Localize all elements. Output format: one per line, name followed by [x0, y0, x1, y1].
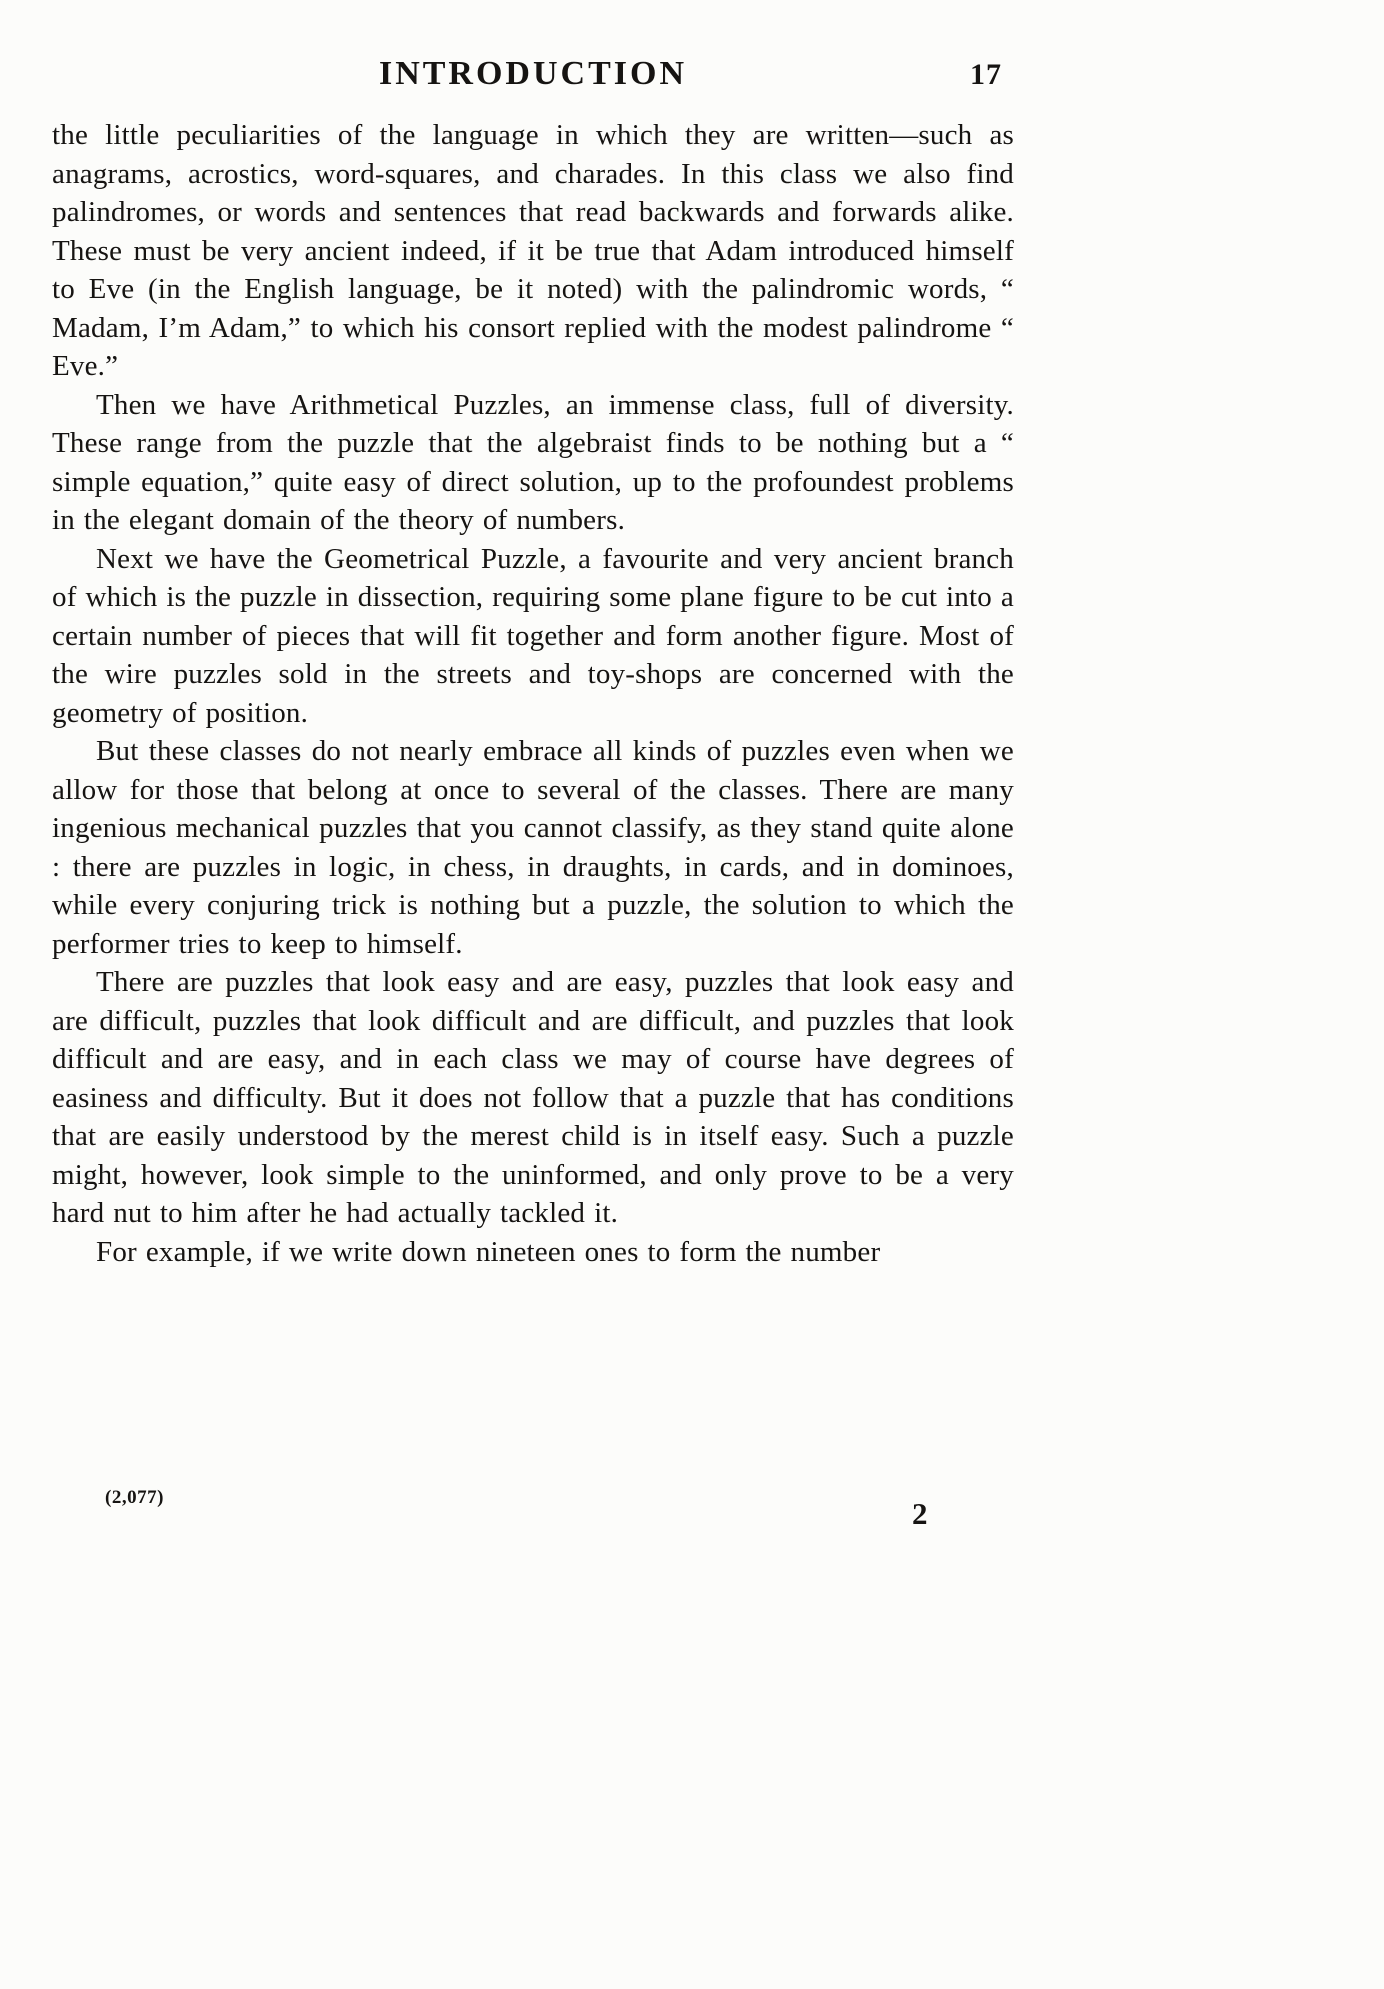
- page-header: [52, 52, 1014, 110]
- text-block: [52, 52, 1014, 1271]
- paragraph-3: Next we have the Geometrical Puzzle, a favourite and very ancient branch of which is the puzzle in dissection, requiring some plane figure to be cut into a certain number of pieces that will fit together and form another figure. Most of the wire puzzles sold in the streets and toy-shops are concerned with the geometry of position.: [52, 542, 1014, 729]
- sheet-number: 2: [912, 1496, 928, 1531]
- printer-signature: (2,077): [105, 1487, 164, 1508]
- paragraph-1: the little peculiarities of the language in which they are written—such as anagrams, acrostics, word-squares, and charades. In this class we also find palindromes, or words and sentences that read backwards and forwards alike. These must be very ancient indeed, if it be true that Adam introduced himself to Eve (in the English language, be it noted) with the palindromic words, “ Madam, I’m Adam,” to which his consort replied with the modest palindrome “ Eve.”: [52, 119, 1014, 382]
- page-number: 17: [970, 58, 1002, 91]
- chapter-title: INTRODUCTION: [378, 55, 688, 92]
- paragraph-6: For example, if we write down nineteen ones to form the number: [96, 1235, 881, 1268]
- body-text: [52, 116, 1014, 1271]
- paragraph-2: Then we have Arithmetical Puzzles, an immense class, full of diversity. These range from the puzzle that the algebraist finds to be nothing but a “ simple equation,” quite easy of direct solution, up to the profoundest problems in the elegant domain of the theory of numbers.: [52, 388, 1014, 536]
- paragraph-5: There are puzzles that look easy and are easy, puzzles that look easy and are difficult, puzzles that look difficult and are difficult, and puzzles that look difficult and are easy, and in each class we may of course have degrees of easiness and difficulty. But it does not follow that a puzzle that has conditions that are easily understood by the merest child is in itself easy. Such a puzzle might, however, look simple to the uninformed, and only prove to be a very hard nut to him after he had actually tackled it.: [52, 966, 1014, 1229]
- paragraph-4: But these classes do not nearly embrace all kinds of puzzles even when we allow for those that belong at once to several of the classes. There are many ingenious mechanical puzzles that you cannot classify, as they stand quite alone : there are puzzles in logic, in chess, in draughts, in cards, and in dominoes, while every conjuring trick is nothing but a puzzle, the solution to which the performer tries to keep to himself.: [52, 735, 1014, 960]
